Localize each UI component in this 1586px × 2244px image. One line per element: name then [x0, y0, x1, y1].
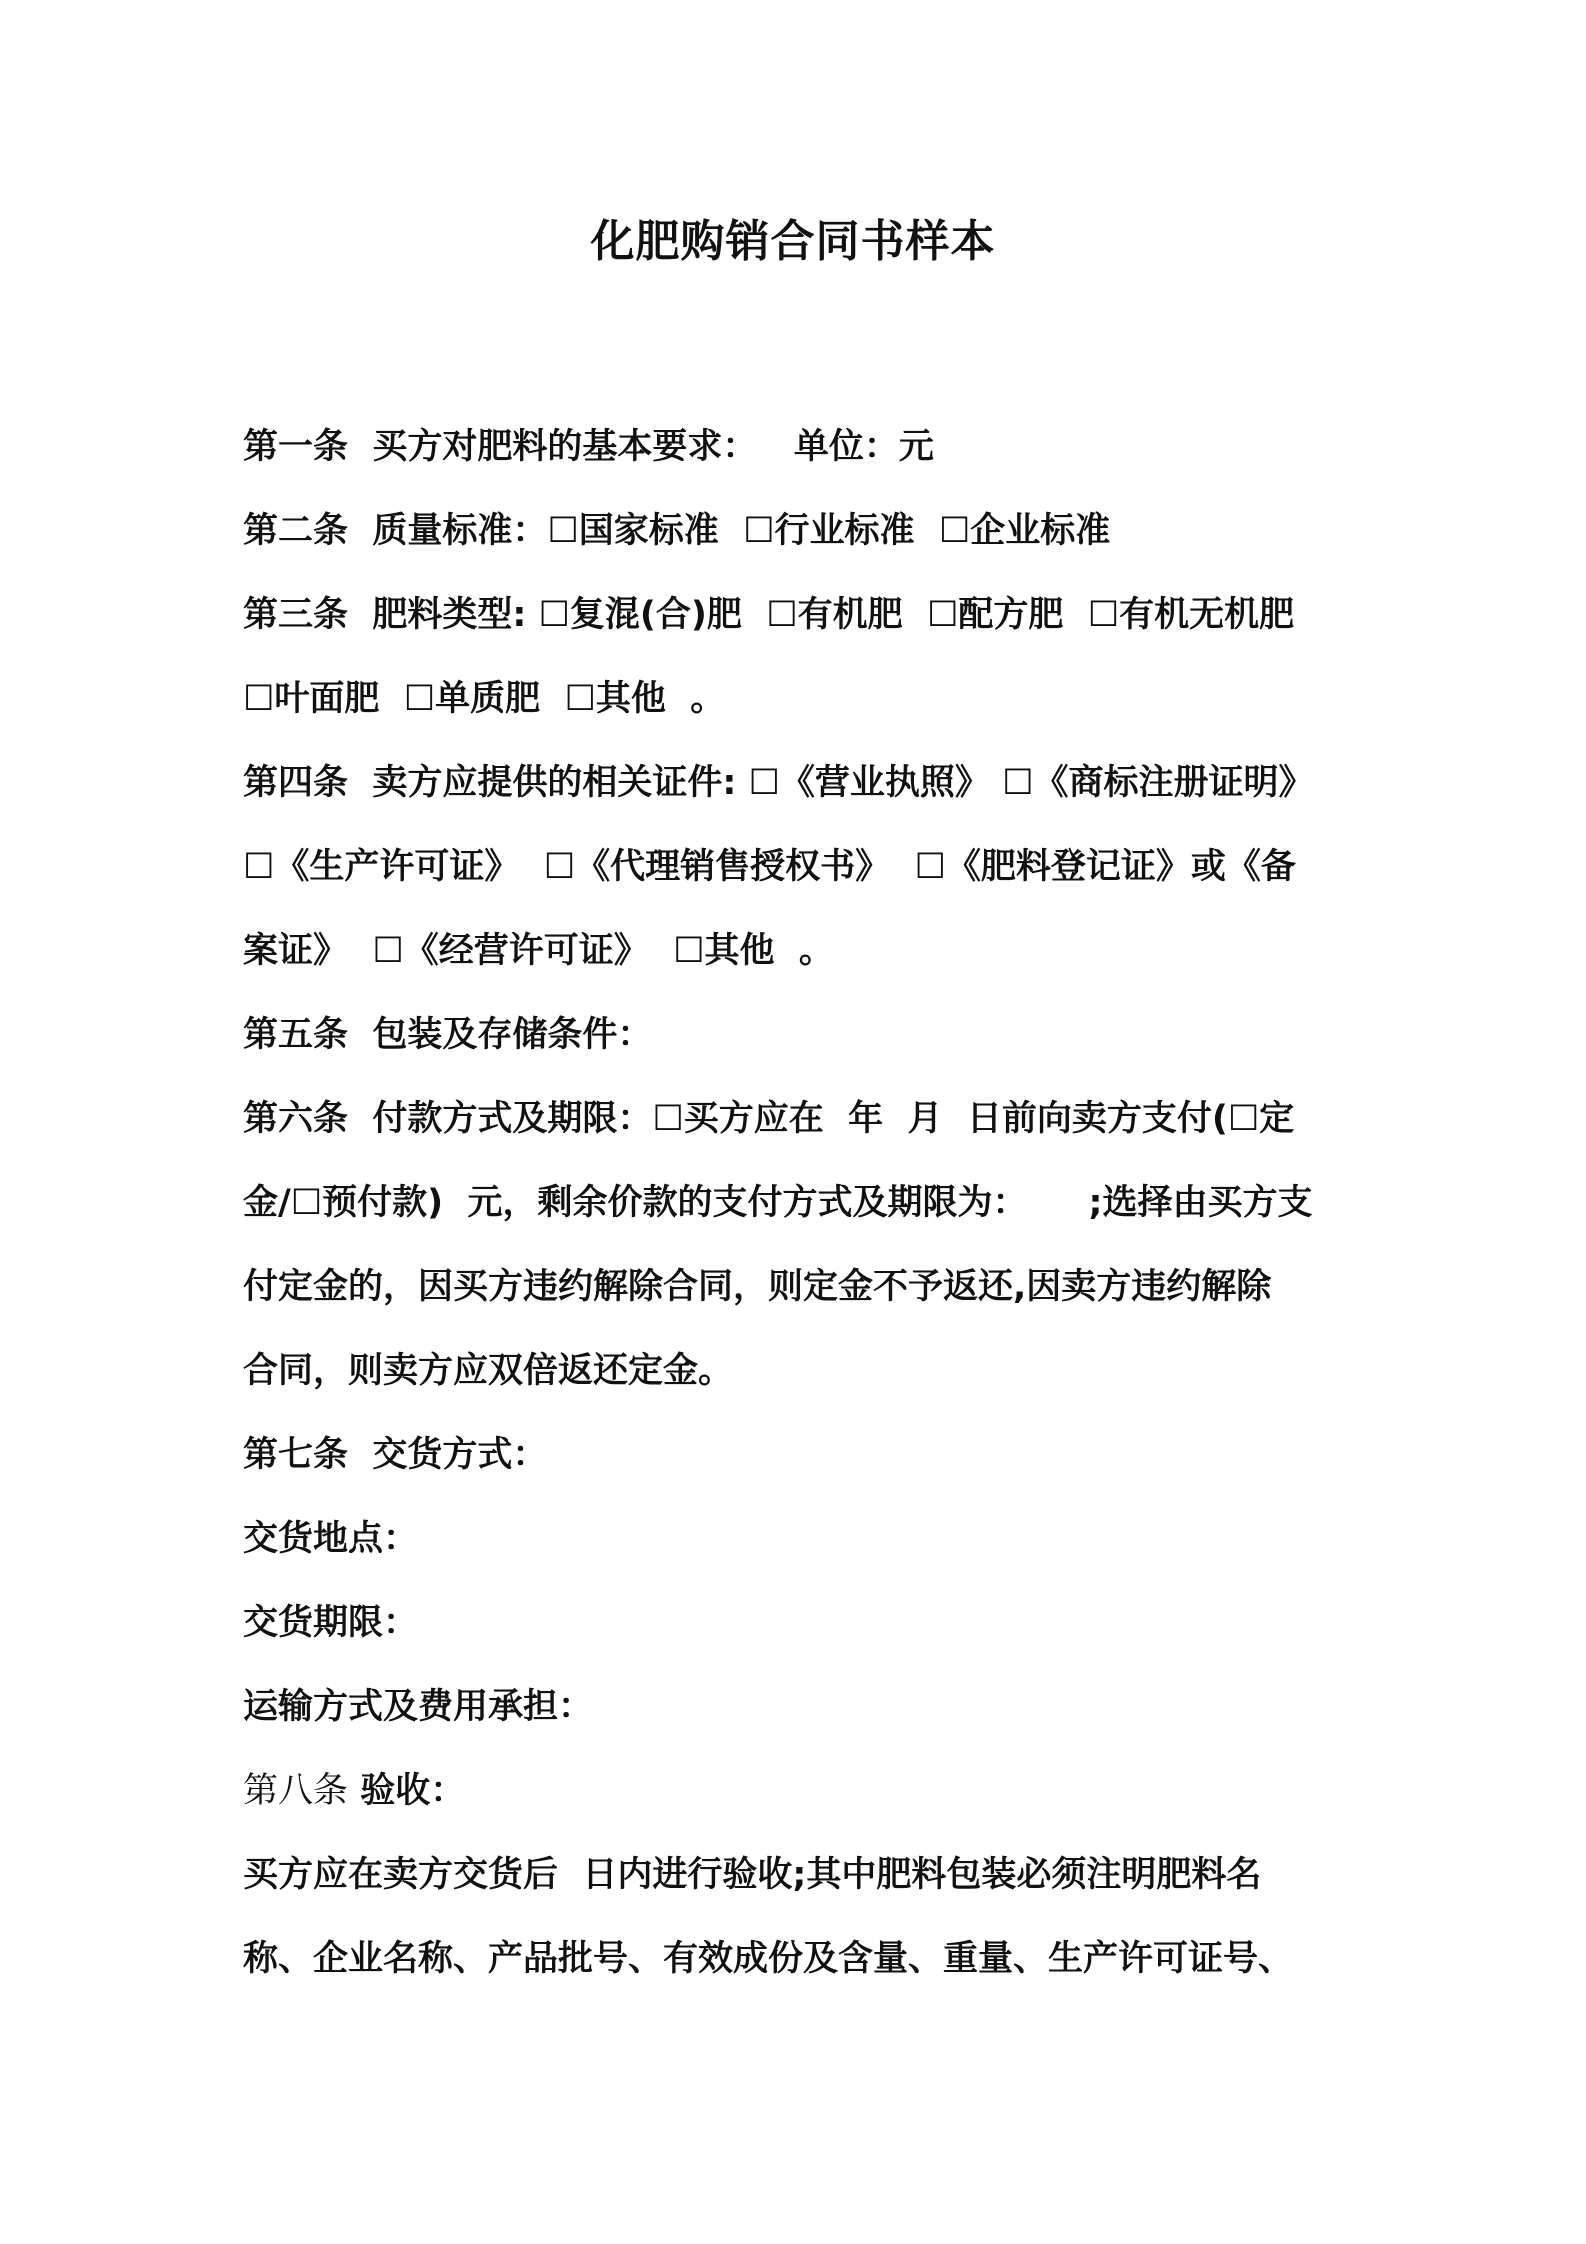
article-6-cont-3: 合同，则卖方应双倍返还定金。 [243, 1351, 734, 1391]
article-8-body-2: 称、企业名称、产品批号、有效成份及含量、重量、生产许可证号、 [243, 1939, 1294, 1979]
article-4-cont-2: 案证》 ☐《经营许可证》 ☐其他 。 [243, 931, 834, 971]
document-body [243, 405, 1363, 2001]
article-3-cont: ☐叶面肥 ☐单质肥 ☐其他 。 [243, 679, 726, 719]
article-6-cont-1: 金/☐预付款) 元，剩余价款的支付方式及期限为： ;选择由买方支 [243, 1183, 1313, 1223]
article-8-prefix: 第八条 [243, 1771, 349, 1811]
article-8-label: 验收： [348, 1771, 466, 1811]
delivery-location: 交货地点： [243, 1519, 419, 1559]
article-6: 第六条 付款方式及期限：☐买方应在 年 月 日前向卖方支付(☐定 [243, 1099, 1295, 1139]
article-7: 第七条 交货方式： [243, 1435, 548, 1475]
article-4-cont-1: ☐《生产许可证》 ☐《代理销售授权书》 ☐《肥料登记证》或《备 [243, 847, 1296, 887]
delivery-deadline: 交货期限： [243, 1603, 419, 1643]
article-3: 第三条 肥料类型: ☐复混(合)肥 ☐有机肥 ☐配方肥 ☐有机无机肥 [243, 595, 1295, 635]
article-6-cont-2: 付定金的，因买方违约解除合同，则定金不予返还,因卖方违约解除 [243, 1267, 1272, 1307]
article-4: 第四条 卖方应提供的相关证件: ☐《营业执照》 ☐《商标注册证明》 [243, 763, 1314, 803]
article-8 [243, 1749, 1363, 1833]
article-1: 第一条 买方对肥料的基本要求： 单位：元 [243, 427, 934, 467]
article-5: 第五条 包装及存储条件： [243, 1015, 653, 1055]
article-2: 第二条 质量标准：☐国家标准 ☐行业标准 ☐企业标准 [243, 511, 1111, 551]
document-title: 化肥购销合同书样本 [590, 216, 996, 267]
transport-and-costs: 运输方式及费用承担： [243, 1687, 594, 1727]
article-8-body-1: 买方应在卖方交货后 日内进行验收;其中肥料包装必须注明肥料名 [243, 1855, 1262, 1895]
